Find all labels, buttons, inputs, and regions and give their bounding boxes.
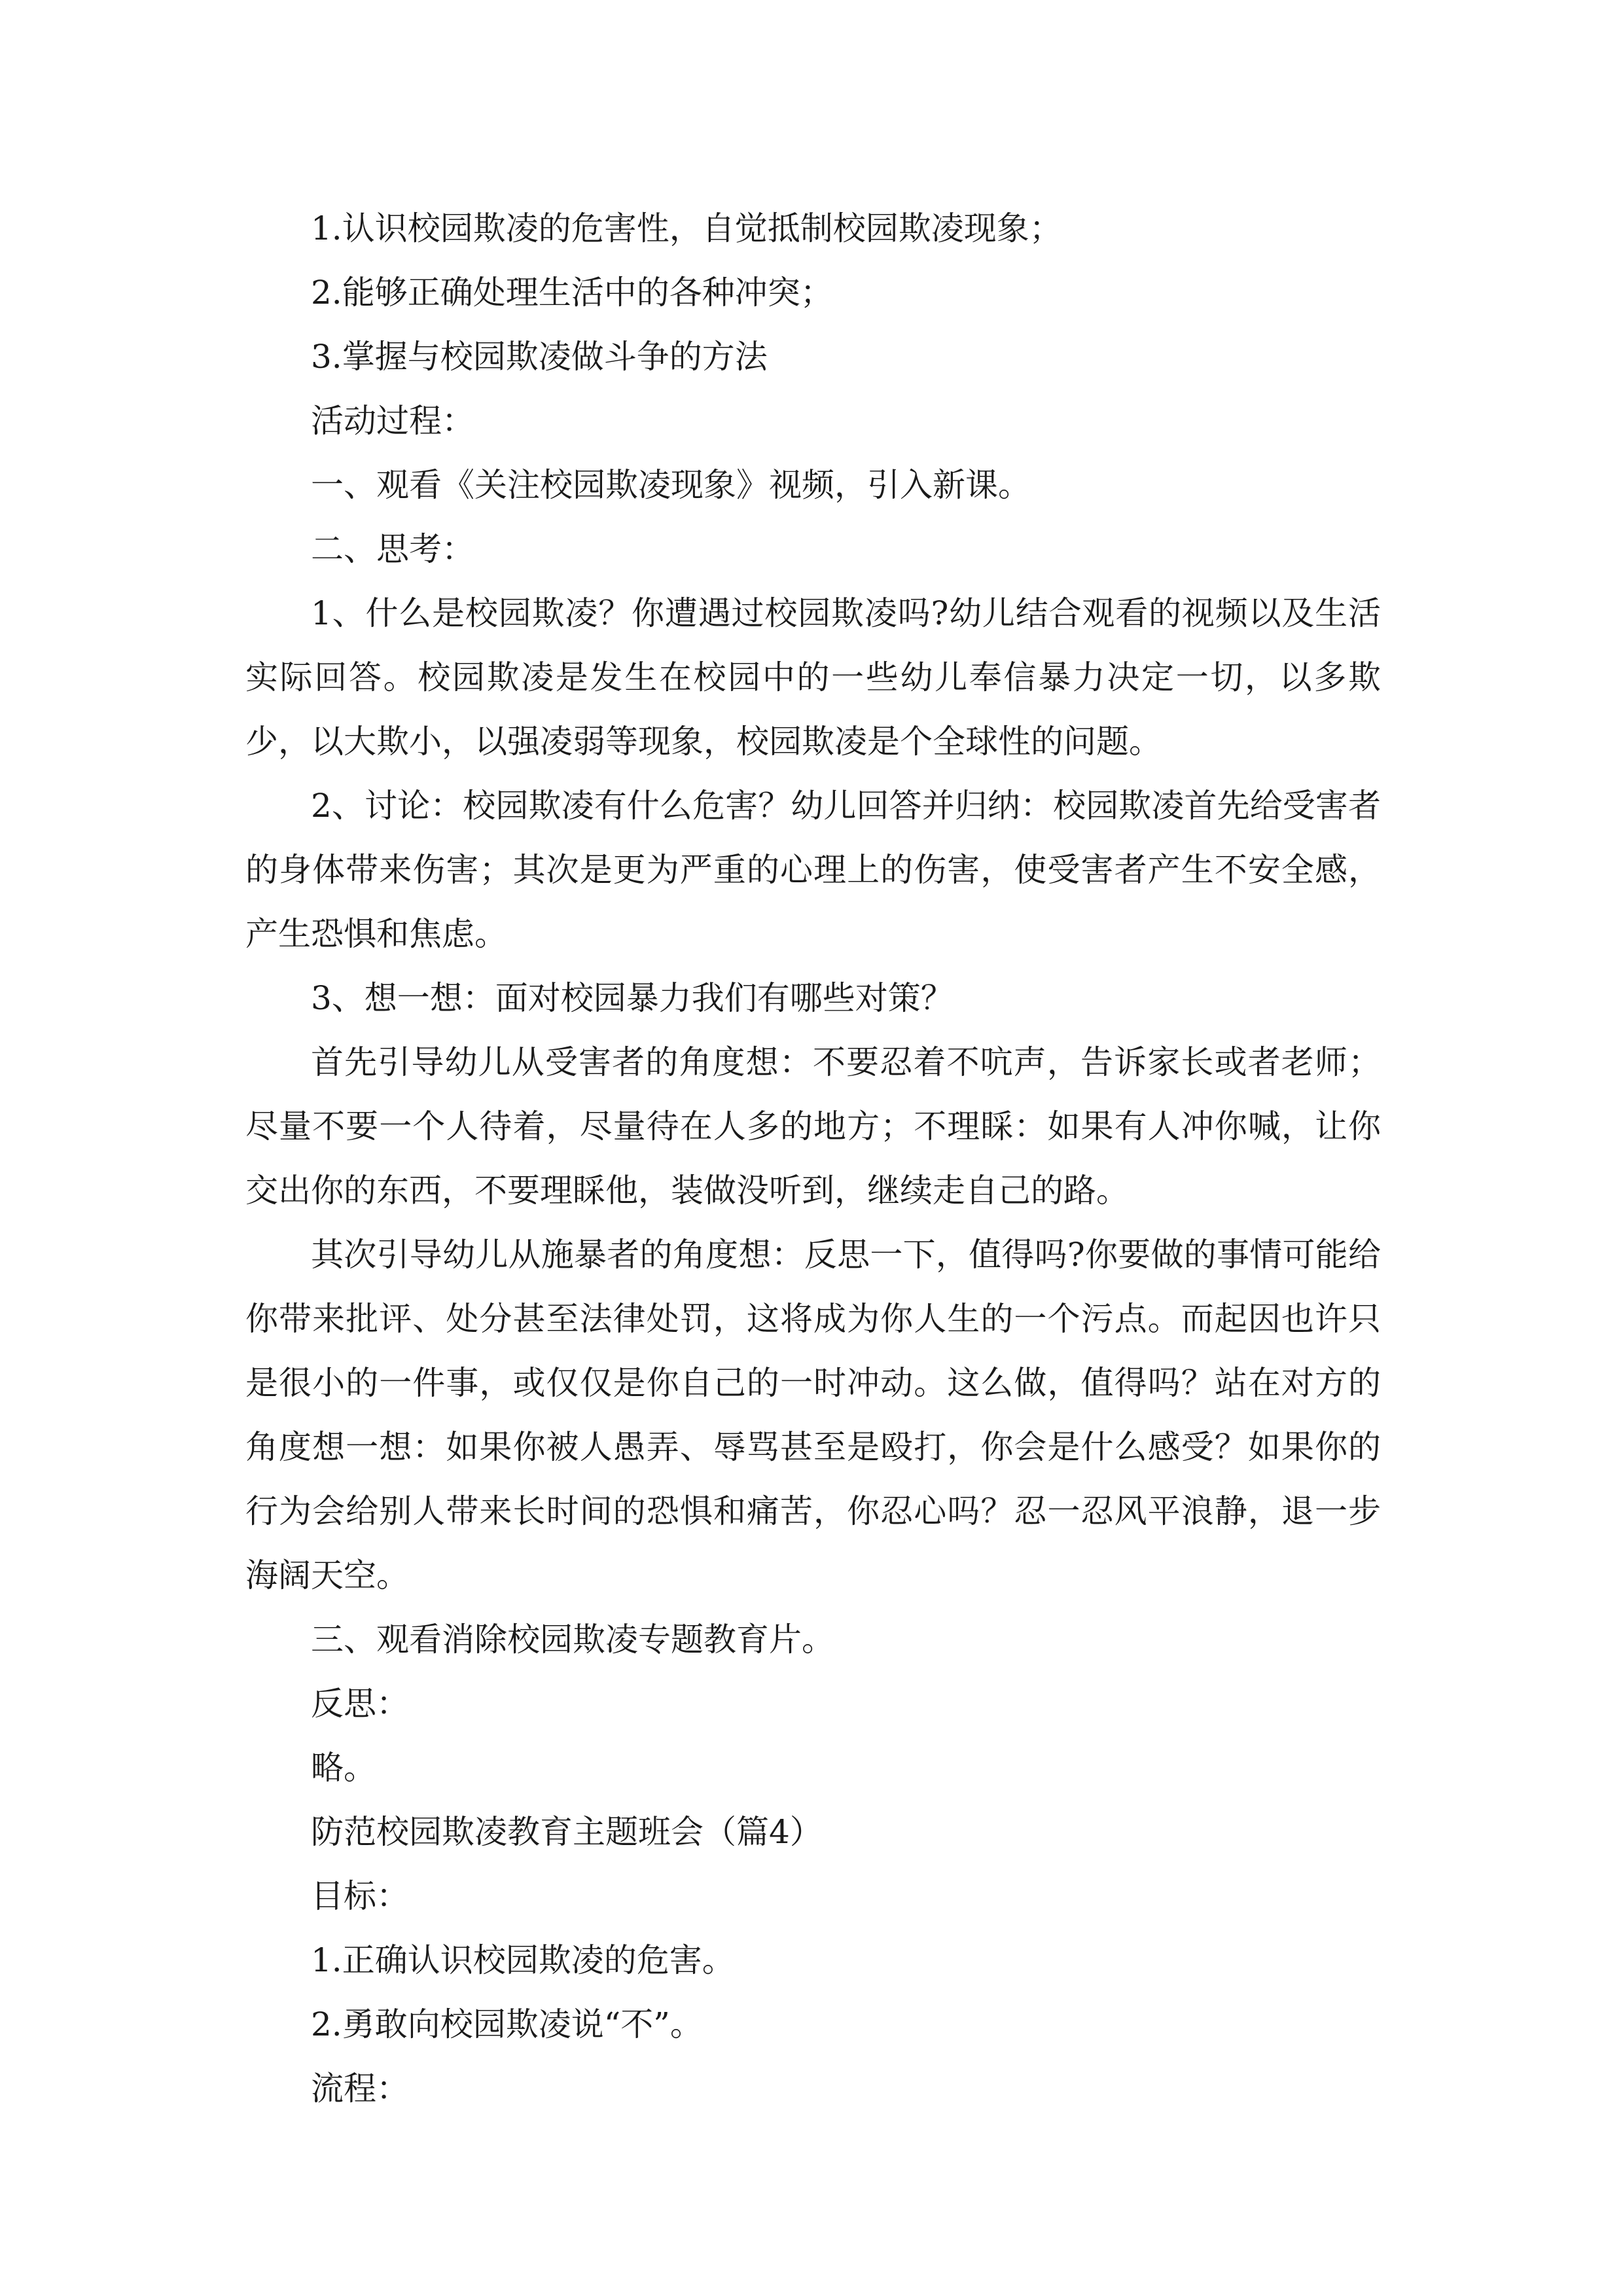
objectives-heading: 目标： bbox=[311, 1877, 409, 1915]
victim-perspective-paragraph: 首先引导幼儿从受害者的角度想：不要忍着不吭声，告诉家长或者老师；尽量不要一个人待着，尽量待在人多的地方；不理睬：如果有人冲你喊，让你交出你的东西，不要理睬他，装做没听到，继续走自己的路。 bbox=[245, 1043, 1381, 1210]
think-question-1: 1、什么是校园欺凌？你遭遇过校园欺凌吗?幼儿结合观看的视频以及生活实际回答。校园欺凌是发生在校园中的一些幼儿奉信暴力决定一切，以多欺少，以大欺小，以强凌弱等现象，校园欺凌是个全球性的问题。 bbox=[245, 594, 1381, 761]
step-3-watch-film: 三、观看消除校园欺凌专题教育片。 bbox=[311, 1621, 834, 1659]
section-title-part-4: 防范校园欺凌教育主题班会（篇4） bbox=[311, 1813, 823, 1851]
reflection-heading: 反思： bbox=[311, 1685, 409, 1723]
document-body bbox=[245, 196, 1381, 2121]
think-question-3: 3、想一想：面对校园暴力我们有哪些对策？ bbox=[311, 979, 954, 1017]
goal-item-1: 1.认识校园欺凌的危害性，自觉抵制校园欺凌现象； bbox=[311, 209, 1062, 247]
process-heading: 流程： bbox=[311, 2070, 409, 2108]
activity-process-heading: 活动过程： bbox=[311, 402, 474, 440]
goal-item-3: 3.掌握与校园欺凌做斗争的方法 bbox=[311, 338, 768, 376]
step-2-think-heading: 二、思考： bbox=[311, 530, 474, 568]
reflection-content: 略。 bbox=[311, 1749, 376, 1787]
bully-perspective-paragraph: 其次引导幼儿从施暴者的角度想：反思一下，值得吗?你要做的事情可能给你带来批评、处分甚至法律处罚，这将成为你人生的一个污点。而起因也许只是很小的一件事，或仅仅是你自己的一时冲动。这么做，值得吗？站在对方的角度想一想：如果你被人愚弄、辱骂甚至是殴打，你会是什么感受？如果你的行为会给别人带来长时间的恐惧和痛苦，你忍心吗？忍一忍风平浪静，退一步海阔天空。 bbox=[245, 1236, 1381, 1594]
objective-item-2: 2.勇敢向校园欺凌说“不”。 bbox=[311, 2005, 703, 2043]
goal-item-2: 2.能够正确处理生活中的各种冲突； bbox=[311, 274, 833, 312]
objective-item-1: 1.正确认识校园欺凌的危害。 bbox=[311, 1941, 735, 1979]
think-question-2: 2、讨论：校园欺凌有什么危害？幼儿回答并归纳：校园欺凌首先给受害者的身体带来伤害；其次是更为严重的心理上的伤害，使受害者产生不安全感，产生恐惧和焦虑。 bbox=[245, 787, 1381, 953]
step-1-watch-video: 一、观看《关注校园欺凌现象》视频，引入新课。 bbox=[311, 466, 1031, 504]
